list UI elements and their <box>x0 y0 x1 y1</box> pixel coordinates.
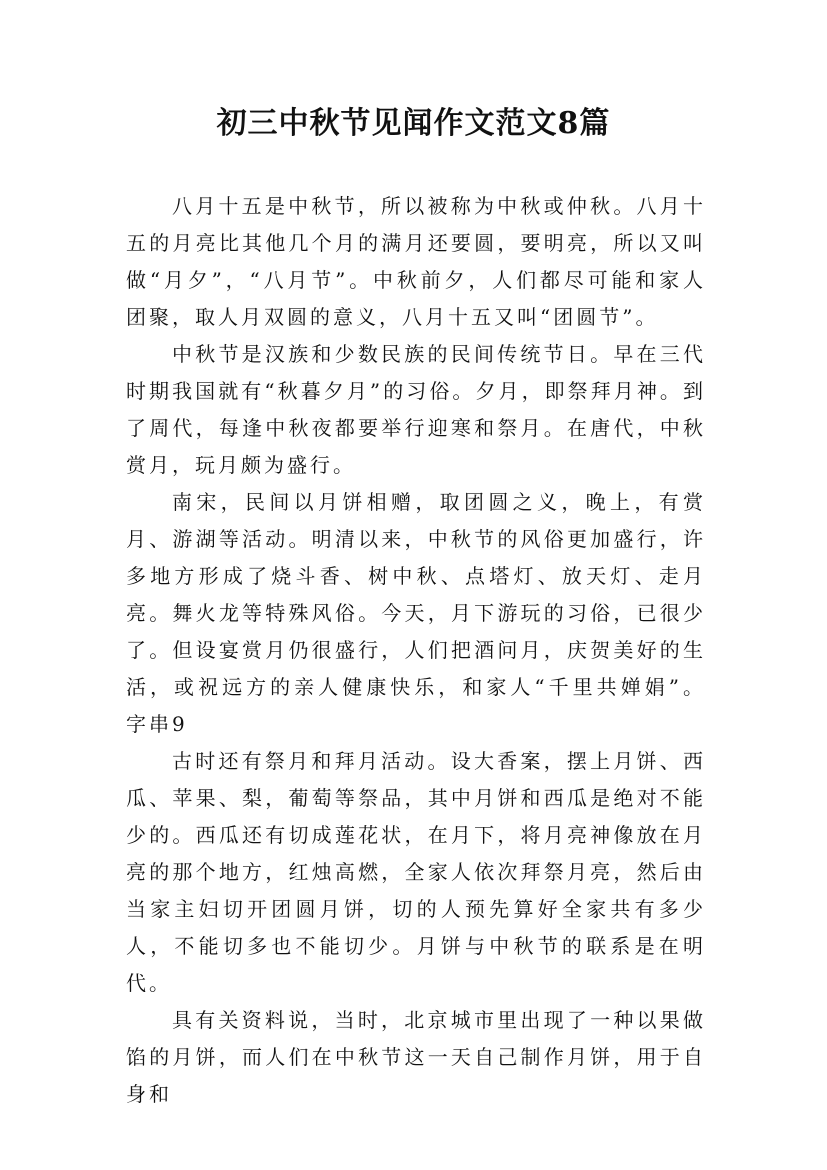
document-body <box>126 188 706 1113</box>
paragraph: 古时还有祭月和拜月活动。设大香案，摆上月饼、西瓜、苹果、梨，葡萄等祭品，其中月饼和西瓜是绝对不能少的。西瓜还有切成莲花状，在月下，将月亮神像放在月亮的那个地方，红烛高燃，全家人依次拜祭月亮，然后由当家主妇切开团圆月饼，切的人预先算好全家共有多少人，不能切多也不能切少。月饼与中秋节的联系是在明代。 <box>126 749 706 995</box>
document-title: 初三中秋节见闻作文范文8篇 <box>216 106 611 141</box>
paragraph: 八月十五是中秋节，所以被称为中秋或仲秋。八月十五的月亮比其他几个月的满月还要圆，要明亮，所以又叫做“月夕”，“八月节”。中秋前夕，人们都尽可能和家人团聚，取人月双圆的意义，八月十五又叫“团圆节”。 <box>126 194 706 329</box>
paragraph: 南宋，民间以月饼相赠，取团圆之义，晚上，有赏月、游湖等活动。明清以来，中秋节的风俗更加盛行，许多地方形成了烧斗香、树中秋、点塔灯、放天灯、走月亮。舞火龙等特殊风俗。今天，月下游玩的习俗，已很少了。但设宴赏月仍很盛行，人们把酒问月，庆贺美好的生活，或祝远方的亲人健康快乐，和家人“千里共婵娟”。 字串9 <box>126 490 706 736</box>
paragraph: 具有关资料说，当时，北京城市里出现了一种以果做馅的月饼，而人们在中秋节这一天自己制作月饼，用于自身和 <box>126 1008 706 1106</box>
paragraph: 中秋节是汉族和少数民族的民间传统节日。早在三代时期我国就有“秋暮夕月”的习俗。夕月，即祭拜月神。到了周代，每逢中秋夜都要举行迎寒和祭月。在唐代，中秋赏月，玩月颇为盛行。 <box>126 342 706 477</box>
